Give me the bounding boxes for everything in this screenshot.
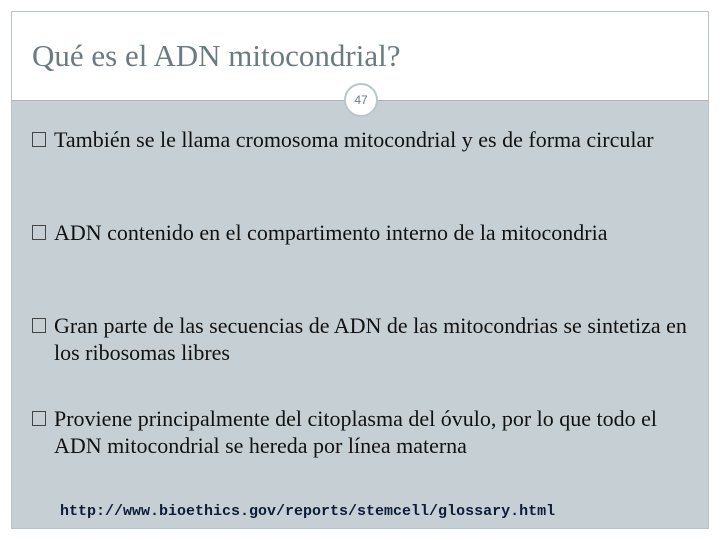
bullet-item xyxy=(32,312,692,366)
bullet-marker-icon xyxy=(32,225,46,240)
bullet-text: Gran parte de las secuencias de ADN de las mitocondrias se sintetiza en los ribosomas libres xyxy=(54,313,687,365)
bullet-marker-icon xyxy=(32,411,46,426)
bullet-item xyxy=(32,219,692,246)
slide-title: Qué es el ADN mitocondrial? xyxy=(32,38,401,73)
bullet-text: También se le llama cromosoma mitocondrial y es de forma circular xyxy=(54,127,654,152)
bullet-item xyxy=(32,126,692,153)
bullet-item xyxy=(32,405,692,459)
bullet-text: ADN contenido en el compartimento interno de la mitocondria xyxy=(54,220,608,245)
page-number-badge: 47 xyxy=(344,83,378,117)
footer-link[interactable]: http://www.bioethics.gov/reports/stemcell/glossary.html xyxy=(60,503,556,520)
bullet-marker-icon xyxy=(32,132,46,147)
bullet-text: Proviene principalmente del citoplasma del óvulo, por lo que todo el ADN mitocondrial se hereda por línea materna xyxy=(54,406,658,458)
bullet-marker-icon xyxy=(32,318,46,333)
